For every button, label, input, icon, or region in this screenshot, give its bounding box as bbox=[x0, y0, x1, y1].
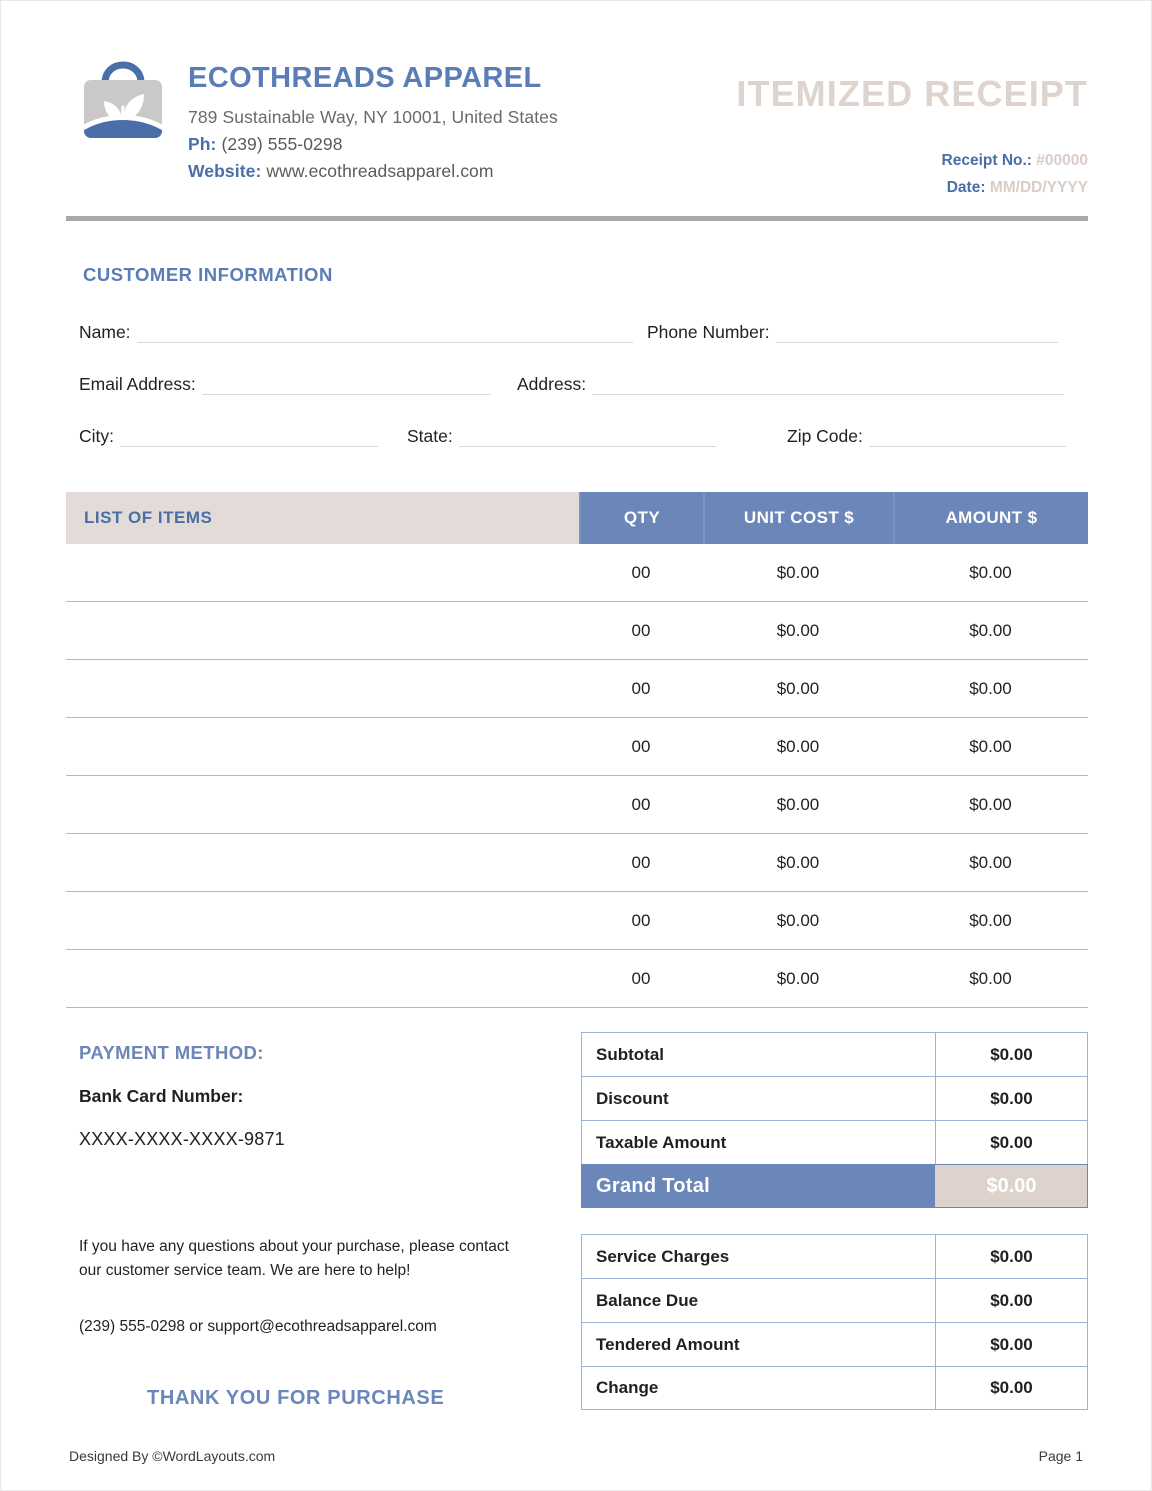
zip-code-label: Zip Code: bbox=[787, 425, 863, 446]
customer-row-3 bbox=[79, 425, 1089, 477]
totals-row-service-charges bbox=[581, 1234, 1088, 1278]
totals-row-taxable-amount bbox=[581, 1120, 1088, 1164]
totals-row-discount bbox=[581, 1076, 1088, 1120]
company-address: 789 Sustainable Way, NY 10001, United States bbox=[188, 107, 558, 128]
header-divider bbox=[66, 216, 1088, 221]
discount-label: Discount bbox=[596, 1088, 669, 1108]
phone-value: (239) 555-0298 bbox=[221, 134, 343, 155]
item-qty[interactable]: 00 bbox=[631, 794, 651, 814]
receipt-date-value: MM/DD/YYYY bbox=[989, 179, 1088, 197]
item-qty[interactable]: 00 bbox=[631, 852, 651, 872]
totals-row-balance-due bbox=[581, 1278, 1088, 1322]
item-amount[interactable]: $0.00 bbox=[969, 562, 1012, 582]
item-description[interactable] bbox=[66, 660, 579, 717]
name-label: Name: bbox=[79, 321, 131, 342]
customer-row-1 bbox=[79, 321, 1089, 373]
table-row[interactable] bbox=[66, 950, 1088, 1008]
item-unit-cost[interactable]: $0.00 bbox=[776, 562, 820, 582]
item-unit-cost[interactable]: $0.00 bbox=[776, 678, 820, 698]
receipt-number-row bbox=[942, 147, 1088, 174]
phone-label: Ph: bbox=[188, 134, 217, 155]
bank-card-number-value: XXXX-XXXX-XXXX-9871 bbox=[79, 1129, 285, 1149]
document-title: ITEMIZED RECEIPT bbox=[736, 73, 1088, 114]
state-label: State: bbox=[407, 425, 453, 446]
website-label: Website: bbox=[188, 160, 262, 181]
zip-code-input[interactable] bbox=[869, 425, 1066, 447]
customer-service-note: If you have any questions about your purchase, please contact our customer service team. We are here to help! bbox=[79, 1238, 509, 1280]
website-value: www.ecothreadsapparel.com bbox=[266, 160, 494, 181]
item-unit-cost[interactable]: $0.00 bbox=[776, 852, 820, 872]
items-table-header bbox=[66, 492, 1088, 544]
table-row[interactable] bbox=[66, 834, 1088, 892]
customer-row-2 bbox=[79, 373, 1089, 425]
state-field[interactable] bbox=[407, 425, 716, 447]
balance-due-value[interactable]: $0.00 bbox=[935, 1279, 1087, 1322]
phone-number-field[interactable] bbox=[647, 321, 1058, 343]
totals-row-change bbox=[581, 1366, 1088, 1410]
footer-designed-by: Designed By ©WordLayouts.com bbox=[69, 1448, 276, 1464]
city-field[interactable] bbox=[79, 425, 378, 447]
taxable-amount-value[interactable]: $0.00 bbox=[935, 1121, 1087, 1164]
city-input[interactable] bbox=[120, 425, 378, 447]
taxable-amount-label: Taxable Amount bbox=[596, 1132, 727, 1152]
item-qty[interactable]: 00 bbox=[631, 736, 651, 756]
item-unit-cost[interactable]: $0.00 bbox=[776, 968, 820, 988]
item-unit-cost[interactable]: $0.00 bbox=[776, 736, 820, 756]
item-qty[interactable]: 00 bbox=[631, 910, 651, 930]
address-input[interactable] bbox=[592, 373, 1064, 395]
zip-code-field[interactable] bbox=[787, 425, 1066, 447]
phone-number-label: Phone Number: bbox=[647, 321, 770, 342]
item-description[interactable] bbox=[66, 718, 579, 775]
service-charges-value[interactable]: $0.00 bbox=[935, 1235, 1087, 1278]
company-phone bbox=[188, 131, 728, 158]
totals-primary-table bbox=[581, 1032, 1088, 1208]
item-qty[interactable]: 00 bbox=[631, 620, 651, 640]
state-input[interactable] bbox=[459, 425, 716, 447]
item-qty[interactable]: 00 bbox=[631, 678, 651, 698]
item-description[interactable] bbox=[66, 602, 579, 659]
table-row[interactable] bbox=[66, 544, 1088, 602]
grand-total-label: Grand Total bbox=[582, 1165, 935, 1207]
item-amount[interactable]: $0.00 bbox=[969, 794, 1012, 814]
grand-total-value[interactable]: $0.00 bbox=[935, 1165, 1087, 1207]
receipt-date-label: Date: bbox=[946, 179, 986, 197]
item-amount[interactable]: $0.00 bbox=[969, 620, 1012, 640]
item-qty[interactable]: 00 bbox=[631, 562, 651, 582]
item-amount[interactable]: $0.00 bbox=[969, 678, 1012, 698]
item-unit-cost[interactable]: $0.00 bbox=[776, 794, 820, 814]
change-label: Change bbox=[596, 1378, 659, 1397]
company-name: ECOTHREADS APPAREL bbox=[188, 62, 542, 94]
item-description[interactable] bbox=[66, 950, 579, 1007]
address-label: Address: bbox=[517, 373, 587, 394]
header-qty: QTY bbox=[579, 492, 703, 544]
item-amount[interactable]: $0.00 bbox=[969, 852, 1012, 872]
document-meta bbox=[942, 147, 1088, 201]
item-qty[interactable]: 00 bbox=[631, 968, 651, 988]
name-input[interactable] bbox=[137, 321, 633, 343]
totals-row-subtotal bbox=[581, 1032, 1088, 1076]
table-row[interactable] bbox=[66, 718, 1088, 776]
address-field[interactable] bbox=[517, 373, 1064, 395]
receipt-number-value: #00000 bbox=[1036, 152, 1088, 169]
company-website bbox=[188, 158, 728, 185]
company-logo bbox=[74, 39, 172, 151]
email-address-input[interactable] bbox=[202, 373, 491, 395]
header-unit-cost: UNIT COST $ bbox=[703, 492, 893, 544]
item-unit-cost[interactable]: $0.00 bbox=[776, 910, 820, 930]
header-amount: AMOUNT $ bbox=[893, 492, 1088, 544]
receipt-date-row bbox=[942, 174, 1088, 201]
name-field[interactable] bbox=[79, 321, 633, 343]
email-address-label: Email Address: bbox=[79, 373, 196, 394]
tendered-amount-value[interactable]: $0.00 bbox=[935, 1323, 1087, 1366]
phone-number-input[interactable] bbox=[776, 321, 1058, 343]
item-amount[interactable]: $0.00 bbox=[969, 910, 1012, 930]
table-row[interactable] bbox=[66, 776, 1088, 834]
totals-secondary-table bbox=[581, 1234, 1088, 1410]
discount-value[interactable]: $0.00 bbox=[935, 1077, 1087, 1120]
header-list-of-items: LIST OF ITEMS bbox=[66, 492, 579, 544]
thank-you-message: THANK YOU FOR PURCHASE bbox=[147, 1387, 445, 1409]
balance-due-label: Balance Due bbox=[596, 1290, 699, 1310]
item-description[interactable] bbox=[66, 892, 579, 949]
item-description[interactable] bbox=[66, 776, 579, 833]
support-contact: (239) 555-0298 or support@ecothreadsapparel.com bbox=[79, 1318, 437, 1335]
footer-page-number: Page 1 bbox=[1038, 1448, 1083, 1464]
totals-row-tendered-amount bbox=[581, 1322, 1088, 1366]
table-row[interactable] bbox=[66, 660, 1088, 718]
subtotal-value[interactable]: $0.00 bbox=[935, 1033, 1087, 1076]
company-info bbox=[188, 63, 728, 184]
table-row[interactable] bbox=[66, 892, 1088, 950]
item-unit-cost[interactable]: $0.00 bbox=[776, 620, 820, 640]
service-charges-label: Service Charges bbox=[596, 1246, 730, 1266]
email-address-field[interactable] bbox=[79, 373, 491, 395]
subtotal-label: Subtotal bbox=[596, 1044, 664, 1064]
city-label: City: bbox=[79, 425, 114, 446]
item-amount[interactable]: $0.00 bbox=[969, 736, 1012, 756]
item-amount[interactable]: $0.00 bbox=[969, 968, 1012, 988]
totals-row-grand-total bbox=[581, 1164, 1088, 1208]
change-value[interactable]: $0.00 bbox=[935, 1367, 1087, 1409]
shopping-bag-leaf-icon bbox=[74, 39, 172, 151]
item-description[interactable] bbox=[66, 834, 579, 891]
customer-information-fields bbox=[79, 321, 1089, 477]
customer-information-title: CUSTOMER INFORMATION bbox=[83, 264, 333, 285]
receipt-number-label: Receipt No.: bbox=[941, 152, 1032, 169]
document-header bbox=[66, 35, 1088, 215]
bank-card-number-label: Bank Card Number: bbox=[79, 1086, 244, 1106]
table-row[interactable] bbox=[66, 602, 1088, 660]
items-table bbox=[66, 492, 1088, 1008]
payment-method-title: PAYMENT METHOD: bbox=[79, 1042, 264, 1063]
tendered-amount-label: Tendered Amount bbox=[596, 1334, 740, 1354]
item-description[interactable] bbox=[66, 544, 579, 601]
